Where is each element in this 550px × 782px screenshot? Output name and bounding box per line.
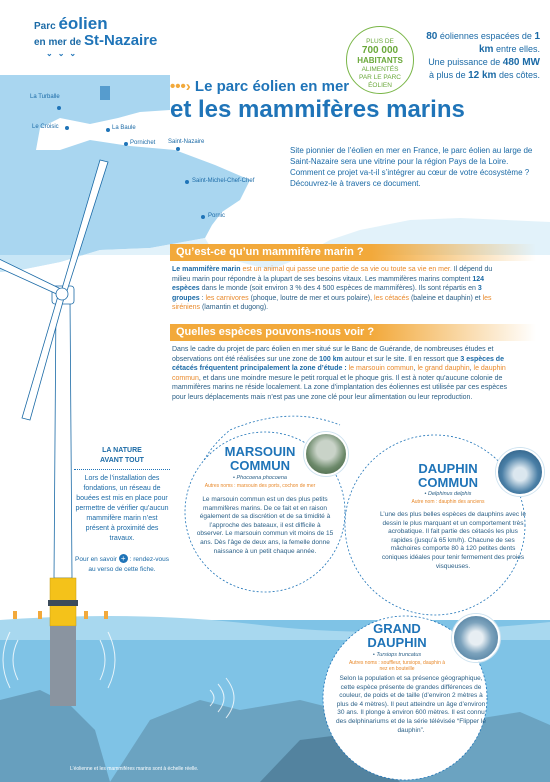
intro-text: Site pionnier de l’éolien en mer en France, le parc éolien au large de Saint-Nazaire sera une vitrine pour la région Pays de la Loire. Comment ce projet va-t-il s’intégrer au cœur de votre écosystème ? Découvrez-le à travers ce document. (290, 146, 533, 188)
dauphin-commun-name2: COMMUN (418, 475, 478, 490)
plus-icon[interactable]: + (119, 554, 128, 563)
town-saint-michel: Saint-Michel-Chef-Chef (192, 178, 255, 184)
town-dot (185, 180, 189, 184)
stamp-line3: ÉOLIEN (368, 82, 392, 89)
marsouin-latin-text: Phocoena phocoena (236, 475, 287, 481)
grand-dauphin-photo (452, 614, 500, 662)
grand-dauphin-latin-text: Tursiops truncatus (376, 652, 422, 658)
logo-prefix: Parc (34, 21, 56, 32)
section1-s4: Ils sont répartis en (418, 285, 476, 292)
group-cetaceans: les cétacés (373, 294, 409, 302)
group-carnivores-desc: (phoque, loutre de mer et ours polaire), (250, 294, 373, 302)
facts-coast-end: des côtes. (498, 70, 540, 80)
scale-caption: L’éolienne et les mammifères marins sont à échelle réelle. (70, 766, 199, 772)
dauphin-commun-name (388, 462, 508, 490)
dauphin-commun-other-names: Autre nom : dauphin des anciens (411, 499, 485, 505)
town-saint-nazaire: Saint-Nazaire (168, 139, 205, 145)
logo (34, 14, 164, 58)
sidebox-more2: : rendez-vous au verso de cette fiche. (88, 556, 169, 573)
town-la-baule: La Baule (112, 125, 136, 131)
section2-p1c: et dans une moindre mesure le petit rorqual et le phoque gris. (202, 374, 394, 382)
stamp-line1: ALIMENTÉS (361, 66, 399, 73)
section1-s3: dans le monde (soit environ 3 % des 4 500 espèces de mammifères). (201, 285, 417, 292)
town-dot (106, 128, 110, 132)
grand-dauphin-name2: DAUPHIN (367, 635, 427, 650)
logo-place: St-Nazaire (84, 32, 158, 49)
sidebox-text: Lors de l’installation des fondations, un réseau de bouées est mis en place pour permettre de vérifier qu’aucun mammifère marin n’est présent à proximité des travaux. (75, 475, 169, 542)
sidebox-title1: LA NATURE (102, 447, 142, 454)
section2-p2: Il est à noter qu’aucune colonie de mammifères marins ne réside localement. La zone d’implantation des éoliennes est utilisée par ces espèces pour leurs déplacements mais n’est pas une zone clé pour leur alimentation ou leur reproduction. (172, 374, 508, 401)
section2-p1: Dans le cadre du projet de parc éolien en mer situé sur le Banc de Guérande, de nombreuses études et observations ont été réalisées sur une zone de (172, 346, 494, 363)
dauphin-commun-latin: • Delphinus delphis (424, 491, 472, 497)
stamp-line2: PAR LE PARC (358, 74, 402, 81)
section2-p1b: autour et sur le site. Il en ressort que (344, 355, 459, 363)
page-title: •••› Le parc éolien en mer et les mammifères marins (170, 78, 470, 124)
town-dot (201, 215, 205, 219)
grand-dauphin-description: Selon la population et sa présence géographique, cette espèce présente de grandes différences de couleur, de poids et de taille (d’environ 2 mètres à plus de 4 mètres). Il peut atteindre un âge d’environ 30 ans. Il plonge à environ 600 mètres. Il est connu des delphinariums et de la série télévisée “Flipper le dauphin”. (336, 675, 486, 734)
town-pornichet: Pornichet (130, 140, 156, 146)
wind-farm-zone (100, 86, 110, 100)
species-link-dauphin-commun: le dauphin commun (172, 365, 506, 382)
stamp-top: PLUS DE (366, 38, 394, 45)
term-mammal: Le mammifère marin (172, 266, 241, 273)
marsouin-name (200, 445, 320, 473)
title-line2: et les mammifères marins (170, 96, 465, 123)
facts-distance: 1 km (479, 31, 540, 55)
facts-coast: 12 km (468, 70, 497, 81)
facts-coast-text: à plus de (429, 70, 466, 80)
species-link-grand-dauphin: le grand dauphin (417, 365, 470, 372)
group-sirenians: les siréniens (172, 294, 492, 311)
group-sirenians-desc: (lamantin et dugong). (201, 304, 269, 311)
section1-s2: Il dépend du milieu marin pour répondre à la plupart de ses besoins vitaux. Les mammifères marins comptent (172, 266, 493, 283)
town-dot (124, 142, 128, 146)
bird-icons: ⌄⌄⌄ (46, 49, 82, 58)
stamp-number: 700 000 (361, 45, 399, 56)
title-line1: Le parc éolien en mer (194, 78, 350, 95)
grand-dauphin-name (342, 622, 452, 650)
town-dot (65, 126, 69, 130)
grand-dauphin-other-names: Autres noms : souffleur, tursiops, dauphin à nez en bouteille (348, 660, 446, 672)
dauphin-commun-latin-text: Delphinus delphis (428, 491, 472, 497)
facts-power: 480 MW (502, 57, 540, 68)
facts-power-text: Une puissance de (428, 57, 501, 67)
section2-heading: Quelles espèces pouvons-nous voir ? (170, 324, 536, 341)
dauphin-commun-description: L’une des plus belles espèces de dauphins avec le dessin le plus marquant et un comportement très acrobatique. Il fait partie des cétacés les plus rapides (jusqu’à 65 km/h). Chacune de ses mâchoires comporte 80 à 120 petites dents coniques idéales pour tenir fermement des proies visqueuses. (380, 511, 526, 570)
logo-line2: en mer de (34, 37, 82, 48)
logo-brand: éolien (58, 14, 108, 33)
group-carnivores: les carnivores (205, 294, 249, 302)
sidebox-more: Pour en savoir (75, 556, 117, 563)
dauphin-commun-name1: DAUPHIN (418, 461, 478, 476)
key-facts (410, 30, 540, 82)
facts-turbines: 80 (426, 31, 438, 42)
group-cetaceans-desc: (baleine et dauphin) et (410, 294, 481, 302)
marsouin-name2: COMMUN (230, 458, 290, 473)
sidebox-title2: AVANT TOUT (74, 456, 170, 470)
grand-dauphin-name1: GRAND (373, 621, 421, 636)
zone-radius: 100 km (319, 355, 343, 363)
nature-sidebox (74, 446, 170, 575)
marsouin-other-names: Autres noms : marsouin des ports, cochon de mer (204, 483, 316, 489)
grand-dauphin-latin: • Tursiops truncatus (372, 652, 422, 658)
town-dot (57, 106, 61, 110)
section1-text: Le mammifère marin est un animal qui passe une partie de sa vie ou toute sa vie en mer. Il dépend du milieu marin pour répondre à la plupart de ses besoins vitaux. Les mammifères marins comptent 124 espèces dans le monde (soit environ 3 % des 4 500 espèces de mammifères). Ils sont répartis en 3 groupes : les carnivores (phoque, loutre de mer et ours polaire), les cétacés (baleine et dauphin) et les siréniens (lamantin et dugong). (172, 266, 493, 311)
town-pornic: Pornic (208, 213, 226, 219)
species-count: 124 espèces (172, 275, 485, 292)
species-link-marsouin: le marsouin commun (348, 365, 414, 372)
town-le-croisic: Le Croisic (32, 124, 59, 130)
marsouin-description: Le marsouin commun est un des plus petits mammifères marins. De ce fait et en raison également de sa discrétion et de sa timidité à l’approche des bateaux, il est difficile à observer. Le marsouin commun vit moins de 15 ans. Dès l’âge de deux ans, la femelle donne naissance à un petit chaque année. (196, 496, 334, 555)
town-dot (176, 147, 180, 151)
section1-heading: Qu’est-ce qu’un mammifère marin ? (170, 244, 536, 261)
groups-count: 3 groupes (172, 285, 482, 302)
facts-distance-text: entre elles. (495, 44, 540, 54)
town-la-turballe: La Turballe (30, 94, 60, 100)
section2-text: Dans le cadre du projet de parc éolien en mer situé sur le Banc de Guérande, de nombreuses études et observations ont été réalisées sur une zone de 100 km autour et sur le site. Il en ressort que 3 espèces de cétacés fréquentent principalement la zone d’étude : le marsouin commun, le grand dauphin, le dauphin commun, et dans une moindre mesure le petit rorqual et le phoque gris. Il est à noter qu’aucune colonie de mammifères marins ne réside localement. La zone d’implantation des éoliennes est utilisée par ces espèces pour leurs déplacements mais n’est pas une zone clé pour leur alimentation ou leur reproduction. (172, 346, 508, 401)
marsouin-name1: MARSOUIN (224, 444, 296, 459)
marsouin-latin: • Phocoena phocoena (233, 475, 287, 481)
term-definition: est un animal qui passe une partie de sa vie ou toute sa vie en mer. (242, 266, 452, 273)
stamp-unit: HABITANTS (357, 56, 403, 65)
facts-turbines-text: éoliennes espacées de (439, 31, 532, 41)
section2-bold: 3 espèces de cétacés fréquentent principalement la zone d’étude : (172, 355, 504, 372)
